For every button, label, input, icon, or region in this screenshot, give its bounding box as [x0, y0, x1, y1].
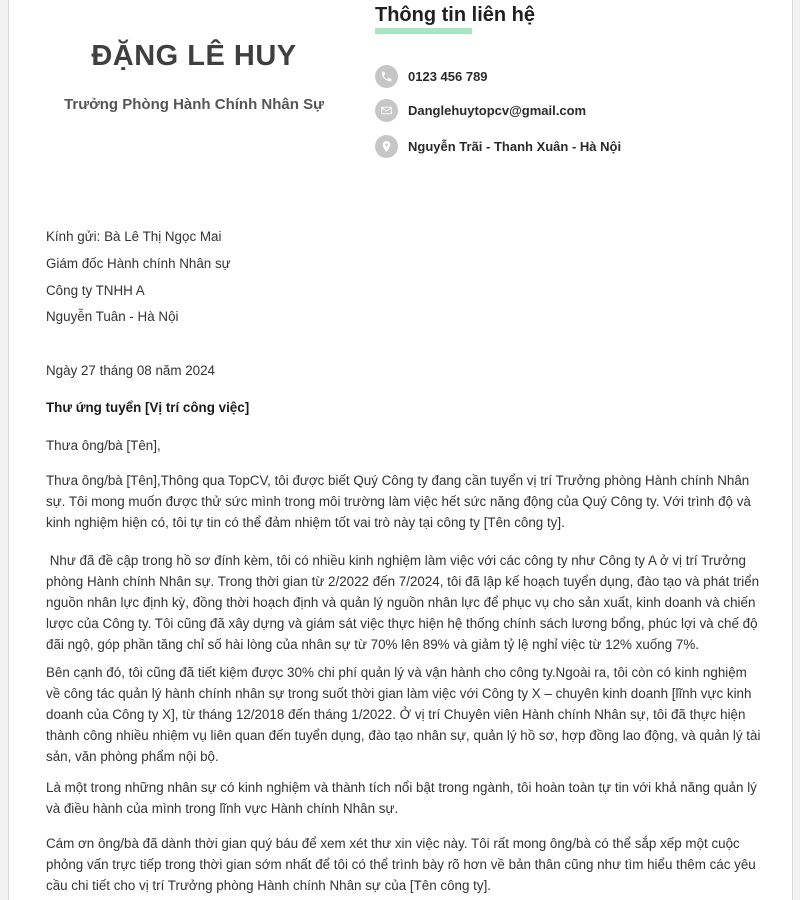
paragraph-2: Như đã đề cập trong hồ sơ đính kèm, tôi có nhiều kinh nghiệm làm việc với các công ty như Công ty A ở vị trí Trưởng phòng Hành chính Nhân sự. Trong thời gian từ 2/2022 đến 7/2024, tôi đã lập kế hoạch tuyển dụng, đào tạo và phát triển nguồn nhân lực định kỳ, đồng thời hoạch định và quản lý nguồn nhân lực để phục vụ cho sản xuất, kinh doanh và chiến lược của Công ty. Tôi cũng đã xây dựng và giám sát việc thực hiện hệ thống chính sách lương bổng, phúc lợi và chế độ đãi ngộ, góp phần tăng chỉ số hài lòng của nhân sự từ 70% lên 89% và giảm tỷ lệ nghỉ việc từ 12% xuống 7%.	[46, 553, 763, 652]
recipient-line: Kính gửi: Bà Lê Thị Ngọc Mai	[46, 229, 222, 244]
location-icon	[375, 135, 398, 158]
recipient-line: Nguyễn Tuân - Hà Nội	[46, 309, 179, 324]
email-address: Danglehuytopcv@gmail.com	[408, 102, 587, 118]
letter-greeting: Thưa ông/bà [Tên],	[46, 438, 161, 453]
letter-subject: Thư ứng tuyển [Vị trí công việc]	[46, 400, 250, 415]
phone-number: 0123 456 789	[408, 68, 488, 84]
letter-date: Ngày 27 tháng 08 năm 2024	[46, 363, 215, 378]
contact-address	[375, 134, 621, 158]
cover-letter-page	[8, 0, 793, 900]
letter-paragraph	[46, 777, 761, 819]
paragraph-4: Là một trong những nhân sự có kinh nghiệm và thành tích nổi bật trong ngành, tôi hoàn toàn tự tin với khả năng quản lý và điều hành của mình trong lĩnh vực Hành chính Nhân sự.	[46, 780, 757, 816]
address-text: Nguyễn Trãi - Thanh Xuân - Hà Nội	[408, 138, 622, 154]
recipient-line: Giám đốc Hành chính Nhân sự	[46, 256, 231, 271]
contact-email	[375, 98, 586, 122]
letter-paragraph	[46, 470, 761, 533]
letter-paragraph	[46, 550, 761, 655]
letter-paragraph	[46, 833, 761, 896]
contact-phone	[375, 64, 488, 88]
email-icon	[375, 99, 398, 122]
paragraph-3: Bên cạnh đó, tôi cũng đã tiết kiệm được 30% chi phí quản lý và vận hành cho công ty.Ngoài ra, tôi còn có kinh nghiệm về công tác quản lý hành chính nhân sự trong suốt thời gian làm việc với Công ty X – chuyên kinh doanh [lĩnh vực kinh doanh của Công ty X], từ tháng 12/2018 đến tháng 1/2022. Ở vị trí Chuyên viên Hành chính Nhân sự, tôi đã thực hiện thành công nhiều nhiệm vụ liên quan đến tuyển dụng, đào tạo nhân sự, quản lý hồ sơ, hợp đồng lao động, và quản lý tài sản, văn phòng phẩm nội bộ.	[46, 665, 761, 764]
applicant-name: ĐẶNG LÊ HUY	[91, 40, 297, 72]
letter-paragraph	[46, 662, 761, 767]
phone-icon	[375, 65, 398, 88]
contact-heading: Thông tin liên hệ	[375, 4, 535, 26]
recipient-line: Công ty TNHH A	[46, 283, 145, 298]
paragraph-1: Thưa ông/bà [Tên],Thông qua TopCV, tôi được biết Quý Công ty đang cần tuyển vị trí Trưởng phòng Hành chính Nhân sự. Tôi mong muốn được thử sức mình trong môi trường làm việc hết sức năng động của Quý Công ty. Với trình độ và kinh nghiệm hiện có, tôi tự tin có thể đảm nhiệm tốt vai trò này tại công ty [Tên công ty].	[46, 473, 751, 530]
heading-accent-bar	[375, 28, 472, 34]
applicant-job-title: Trưởng Phòng Hành Chính Nhân Sự	[64, 96, 324, 113]
paragraph-5: Cám ơn ông/bà đã dành thời gian quý báu để xem xét thư xin việc này. Tôi rất mong ông/bà có thể sắp xếp một cuộc phỏng vấn trực tiếp trong thời gian sớm nhất để tôi có thể trình bày rõ hơn về bản thân cũng như tìm hiểu thêm các yêu cầu chi tiết cho vị trí Trưởng phòng Hành chính Nhân sự của [Tên công ty].	[46, 836, 756, 893]
